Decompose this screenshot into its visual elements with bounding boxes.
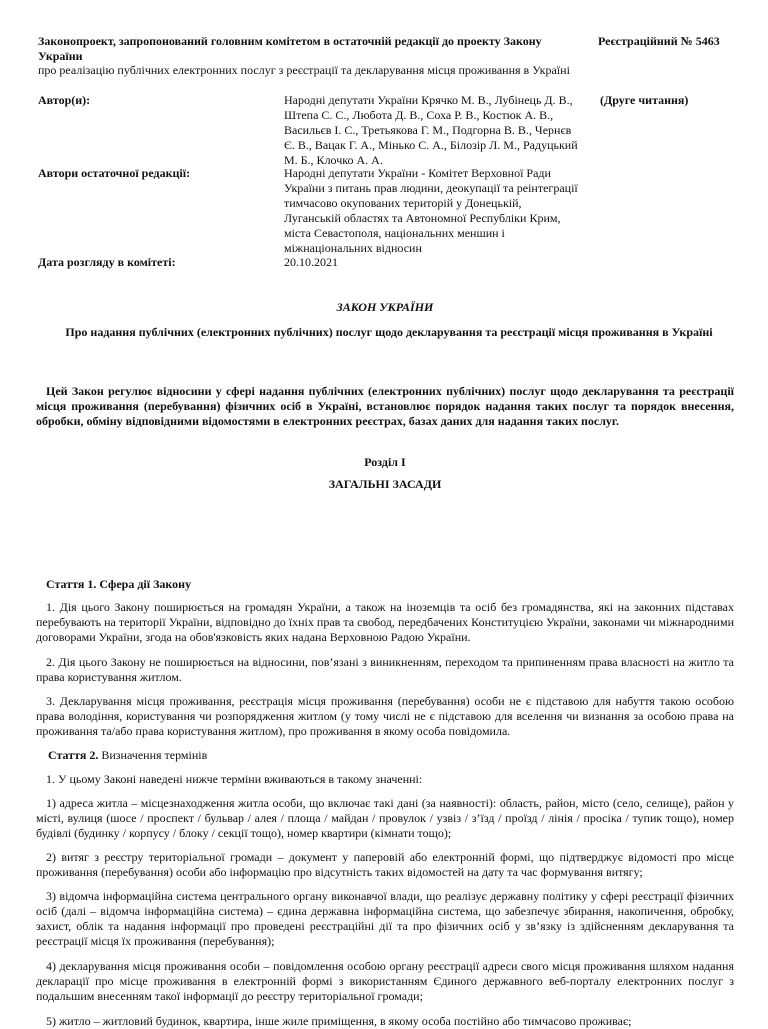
definition-3: 3) відомча інформаційна система центрального органу виконавчої влади, що реалізує державну політику у сфері реєстрації фізичних осіб (далі – відомча інформаційна система) – єдина державна інформаційна система, що забезпечує збирання, накопичення, обробку, захист, облік та надання інформації про проведені реєстраційні дії та про фізичних осіб у зв’язку із здійсненням декларування та реєстрації місця їх проживання (перебування); xyxy=(36,889,734,948)
article-2-intro: 1. У цьому Законі наведені нижче терміни вживаються в такому значенні: xyxy=(46,772,423,786)
registration-number: Реєстраційний № 5463 xyxy=(598,34,720,48)
authors-label: Автор(и): xyxy=(38,93,91,107)
article-1-title: Стаття 1. Сфера дії Закону xyxy=(46,577,192,591)
law-title: Про надання публічних (електронних публічних) послуг щодо декларування та реєстрації місця проживання в Україні xyxy=(65,325,713,339)
bill-title: Законопроект, запропонований головним комітетом в остаточній редакції до проекту Закону України xyxy=(38,34,542,63)
article-1-paragraph-1: 1. Дія цього Закону поширюється на громадян України, а також на іноземців та осіб без громадянства, які на законних підставах перебувають на території України, відповідно до їхніх прав та свобод, передбачених Конституцією України, законами чи міжнародними договорами України, згода на обов'язковість яких надана Верховною Радою України. xyxy=(36,600,734,644)
bill-subject: про реалізацію публічних електронних послуг з реєстрації та декларування місця проживання в Україні xyxy=(38,63,570,77)
definition-1: 1) адреса житла – місцезнаходження житла особи, що включає такі дані (за наявності): область, район, місто (село, селище), район у місті, вулиця (шосе / проспект / бульвар / алея / площа / майдан / провулок / узвіз / з’їзд / проїзд / лінія / просіка / тупик тощо), номер будівлі (будинку / корпусу / блоку / секції тощо), номер квартири (кімнати тощо); xyxy=(36,796,734,840)
article-2-heading: Визначення термінів xyxy=(98,748,208,762)
article-2-number: Стаття 2. xyxy=(48,748,99,762)
definition-4: 4) декларування місця проживання особи – повідомлення особою органу реєстрації адреси свого місця проживання шляхом надання декларації про місце проживання в електронній формі з використанням Єдиного державного веб-порталу електронних послуг з подальшим внесенням такої інформації до реєстру територіальної громади; xyxy=(36,959,734,1003)
article-1-paragraph-2: 2. Дія цього Закону не поширюється на відносини, пов’язані з виникненням, переходом та припиненням права власності на житло та права користування житлом. xyxy=(36,655,734,684)
article-1-paragraph-3: 3. Декларування місця проживання, реєстрація місця проживання (перебування) особи не є підставою для набуття такою особою права володіння, користування чи розпорядження житлом (у тому числі не є підставою для вселення чи визнання за особою права на проживання та/або права користування житлом), про проживання в якому особа повідомила. xyxy=(36,694,734,738)
final-authors-label: Автори остаточної редакції: xyxy=(38,166,191,180)
date-label: Дата розгляду в комітеті: xyxy=(38,255,176,269)
section-number: Розділ I xyxy=(364,455,406,469)
authors-value: Народні депутати України Крячко М. В., Лубінець Д. В., Штепа С. С., Любота Д. В., Соха Р. В., Костюк А. В., Васильєв І. С., Третьякова Г. М., Подгорна В. В., Чернєв Є. В., Вацак Г. А., Мінько С. А., Білозір Л. М., Радуцький М. Б., Клочко А. А. xyxy=(284,93,578,167)
definition-5: 5) житло – житловий будинок, квартира, інше жиле приміщення, в якому особа постійно або тимчасово проживає; xyxy=(46,1014,632,1028)
section-title: ЗАГАЛЬНІ ЗАСАДИ xyxy=(328,477,442,491)
date-value: 20.10.2021 xyxy=(284,255,338,269)
law-preamble: Цей Закон регулює відносини у сфері надання публічних (електронних публічних) послуг щодо декларування та реєстрації місця проживання (перебування) фізичних осіб в Україні, встановлює порядок надання таких послуг та порядок внесення, обробки, обміну відповідними відомостями в електронних реєстрах, базах даних для надання таких послуг. xyxy=(36,384,734,428)
article-2-title xyxy=(48,748,207,763)
definition-2: 2) витяг з реєстру територіальної громади – документ у паперовій або електронній формі, що підтверджує відомості про місце проживання (перебування) особи або інформацію про відсутність таких відомостей на дату та час формування витягу; xyxy=(36,850,734,879)
final-authors-value: Народні депутати України - Комітет Верховної Ради України з питань прав людини, деокупації та реінтеграції тимчасово окупованих територій у Донецькій, Луганській областях та Автономної Республіки Крим, міста Севастополя, національних меншин і міжнаціональних відносин xyxy=(284,166,578,255)
reading-stage: (Друге читання) xyxy=(600,93,689,107)
law-heading: ЗАКОН УКРАЇНИ xyxy=(336,300,434,314)
